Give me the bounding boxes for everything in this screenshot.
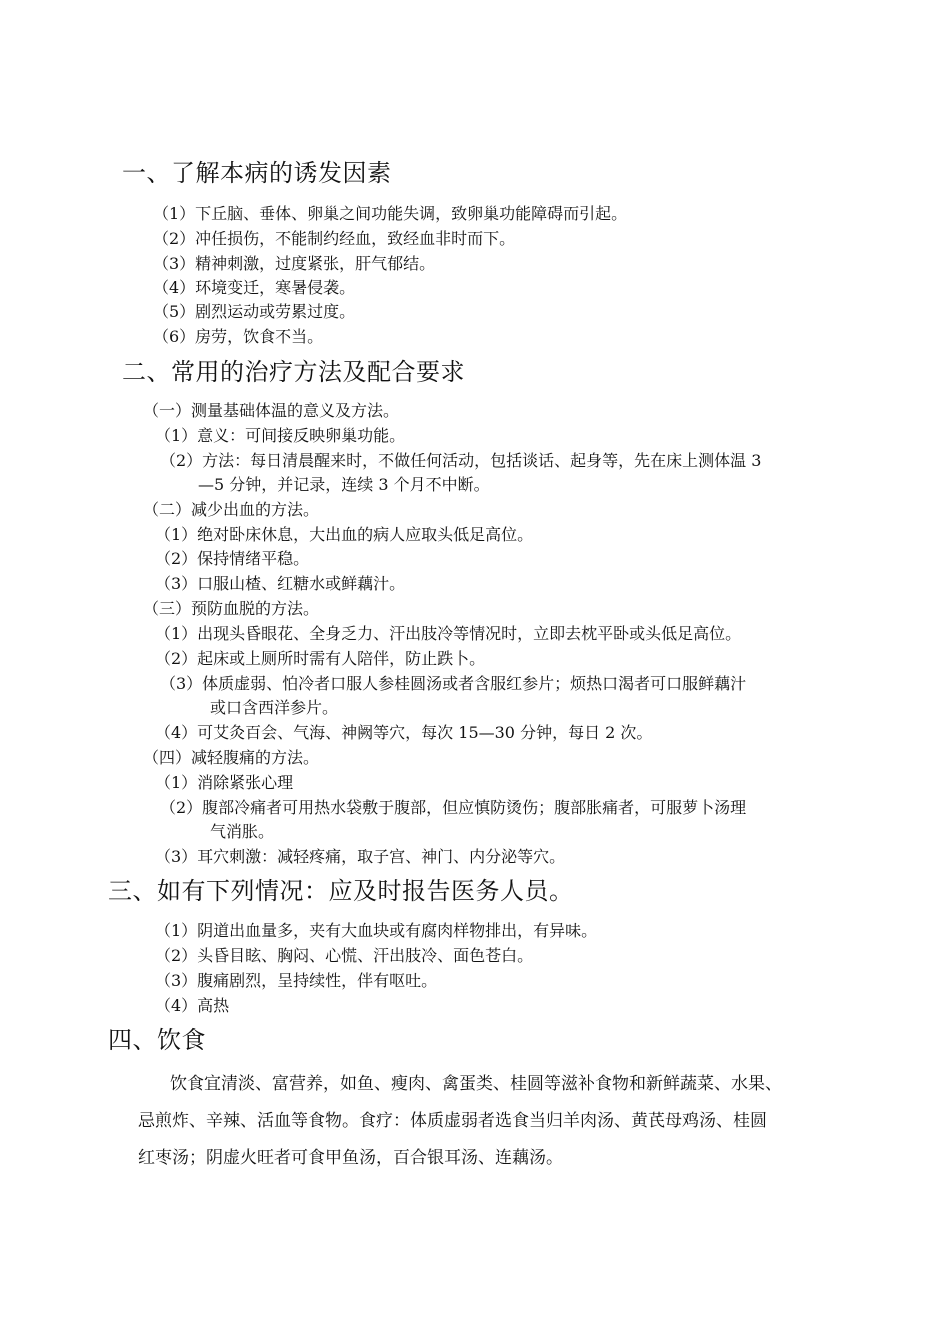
list-item: （2）冲任损伤，不能制约经血，致经血非时而下。 xyxy=(153,229,516,248)
list-item: （4）可艾灸百会、气海、神阙等穴，每次 15—30 分钟，每日 2 次。 xyxy=(155,723,653,742)
list-item: （4）高热 xyxy=(155,996,230,1015)
list-item: （1）绝对卧床休息，大出血的病人应取头低足高位。 xyxy=(155,525,534,544)
list-item: （2）保持情绪平稳。 xyxy=(155,549,310,568)
list-item: （1）出现头昏眼花、全身乏力、汗出肢冷等情况时，立即去枕平卧或头低足高位。 xyxy=(155,624,742,643)
list-item-continuation: 或口含西洋参片。 xyxy=(210,698,339,717)
list-item: （2）起床或上厕所时需有人陪伴，防止跌卜。 xyxy=(155,649,486,668)
paragraph-line: 忌煎炸、辛辣、活血等食物。食疗：体质虚弱者选食当归羊肉汤、黄芪母鸡汤、桂圆 xyxy=(138,1111,767,1131)
paragraph-line: 饮食宜清淡、富营养，如鱼、瘦肉、禽蛋类、桂圆等滋补食物和新鲜蔬菜、水果、 xyxy=(170,1074,782,1094)
list-item: （1）意义：可间接反映卵巢功能。 xyxy=(155,426,406,445)
list-item: （3）腹痛剧烈，呈持续性，伴有呕吐。 xyxy=(155,971,438,990)
paragraph-line: 红枣汤；阴虚火旺者可食甲鱼汤，百合银耳汤、连藕汤。 xyxy=(138,1148,563,1168)
section-heading-1: 一、了解本病的诱发因素 xyxy=(122,159,392,187)
list-item: （3）耳穴刺激：减轻疼痛，取子宫、神门、内分泌等穴。 xyxy=(155,847,566,866)
list-item: （2）腹部冷痛者可用热水袋敷于腹部，但应慎防烫伤；腹部胀痛者，可服萝卜汤理 xyxy=(160,798,747,817)
subsection-heading: （四）减轻腹痛的方法。 xyxy=(143,748,320,767)
subsection-heading: （三）预防血脱的方法。 xyxy=(143,599,320,618)
list-item: （3）精神刺激，过度紧张，肝气郁结。 xyxy=(153,254,436,273)
section-heading-2: 二、常用的治疗方法及配合要求 xyxy=(122,358,465,386)
list-item: （3）体质虚弱、怕冷者口服人参桂圆汤或者含服红参片；烦热口渴者可口服鲜藕汁 xyxy=(160,674,747,693)
list-item: （3）口服山楂、红糖水或鲜藕汁。 xyxy=(155,574,406,593)
list-item: （1）消除紧张心理 xyxy=(155,773,294,792)
list-item: （2）头昏目眩、胸闷、心慌、汗出肢冷、面色苍白。 xyxy=(155,946,534,965)
subsection-heading: （一）测量基础体温的意义及方法。 xyxy=(143,401,400,420)
list-item: （2）方法：每日清晨醒来时，不做任何活动，包括谈话、起身等，先在床上测体温 3 xyxy=(160,451,762,470)
list-item: （1）下丘脑、垂体、卵巢之间功能失调，致卵巢功能障碍而引起。 xyxy=(153,204,628,223)
section-heading-4: 四、饮食 xyxy=(108,1026,206,1054)
list-item-continuation: —5 分钟，并记录，连续 3 个月不中断。 xyxy=(198,475,490,494)
list-item: （4）环境变迁，寒暑侵袭。 xyxy=(153,278,356,297)
list-item-continuation: 气消胀。 xyxy=(210,822,275,841)
list-item: （6）房劳，饮食不当。 xyxy=(153,327,324,346)
section-heading-3: 三、如有下列情况：应及时报告医务人员。 xyxy=(108,877,574,905)
list-item: （1）阴道出血量多，夹有大血块或有腐肉样物排出，有异味。 xyxy=(155,921,598,940)
subsection-heading: （二）减少出血的方法。 xyxy=(143,500,320,519)
list-item: （5）剧烈运动或劳累过度。 xyxy=(153,302,356,321)
